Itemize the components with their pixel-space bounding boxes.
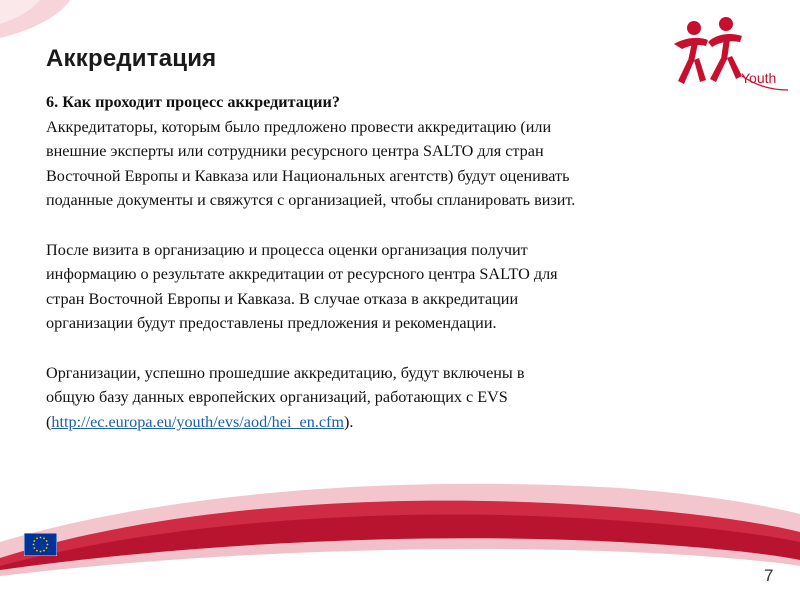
paragraph-line: Аккредитаторы, которым было предложено провести аккредитацию (или xyxy=(46,117,552,136)
paragraph-line: организации будут предоставлены предложения и рекомендации. xyxy=(46,314,497,333)
question-heading: 6. Как проходит процесс аккредитации? xyxy=(46,93,340,111)
link-line xyxy=(46,410,726,435)
eu-flag-icon xyxy=(24,533,57,556)
link-prefix: ( xyxy=(46,412,52,431)
aod-database-link[interactable]: http://ec.europa.eu/youth/evs/aod/hei_en.cfm xyxy=(51,412,345,431)
slide-body xyxy=(46,90,726,434)
paragraph-line: Восточной Европы и Кавказа или Национальных агентств) будут оценивать xyxy=(46,166,570,185)
paragraph-line: стран Восточной Европы и Кавказа. В случае отказа в аккредитации xyxy=(46,289,519,308)
paragraph-gap xyxy=(46,336,726,361)
paragraph-line: внешние эксперты или сотрудники ресурсного центра SALTO для стран xyxy=(46,142,544,161)
paragraph-line: Организации, успешно прошедшие аккредитацию, будут включены в xyxy=(46,363,525,382)
bottom-swoosh-decoration xyxy=(0,470,800,600)
paragraph-line: После визита в организацию и процесса оценки организация получит xyxy=(46,240,528,259)
paragraph-line: поданные документы и свяжутся с организацией, чтобы спланировать визит. xyxy=(46,191,576,210)
paragraph-line: общую базу данных европейских организаций, работающих с EVS xyxy=(46,388,508,407)
page-number: 7 xyxy=(764,566,774,585)
paragraph-line: информацию о результате аккредитации от ресурсного центра SALTO для xyxy=(46,265,558,284)
slide-title: Аккредитация xyxy=(46,45,217,72)
youth-logo-text: Youth xyxy=(741,70,777,86)
link-suffix: ). xyxy=(344,412,354,431)
paragraph-gap xyxy=(46,213,726,238)
